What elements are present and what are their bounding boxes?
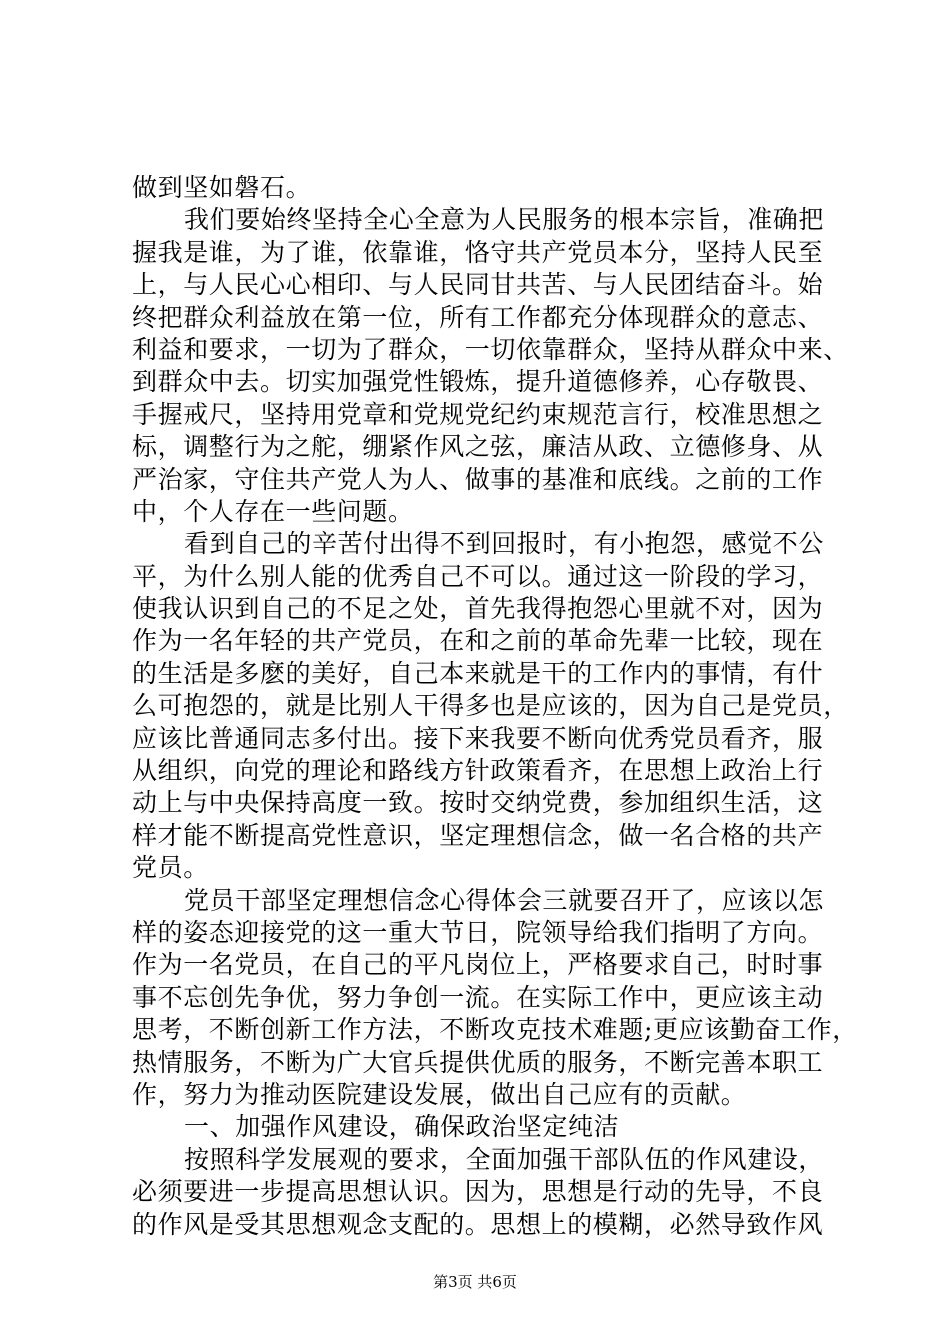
text-line: 终把群众利益放在第一位，所有工作都充分体现群众的意志、: [132, 302, 824, 332]
text-line: 一、加强作风建设，确保政治坚定纯洁: [184, 1112, 620, 1142]
text-line: 热情服务，不断为广大官兵提供优质的服务，不断完善本职工: [132, 1047, 824, 1077]
text-line: 作为一名党员，在自己的平凡岗位上，严格要求自己，时时事: [132, 950, 824, 980]
text-line: 动上与中央保持高度一致。按时交纳党费，参加组织生活，这: [132, 788, 824, 818]
text-line: 应该比普通同志多付出。接下来我要不断向优秀党员看齐，服: [132, 723, 824, 753]
text-line: 样的姿态迎接党的这一重大节日，院领导给我们指明了方向。: [132, 917, 824, 947]
text-line: 我们要始终坚持全心全意为人民服务的根本宗旨，准确把: [184, 205, 825, 235]
text-line: 看到自己的辛苦付出得不到回报时，有小抱怨，感觉不公: [184, 529, 825, 559]
text-line: 样才能不断提高党性意识，坚定理想信念，做一名合格的共产: [132, 820, 824, 850]
text-line: 党员干部坚定理想信念心得体会三就要召开了，应该以怎: [184, 885, 825, 915]
text-line: 的生活是多麽的美好，自己本来就是干的工作内的事情，有什: [132, 658, 824, 688]
text-line: 到群众中去。切实加强党性锻炼，提升道德修养，心存敬畏、: [132, 367, 824, 397]
text-line: 手握戒尺，坚持用党章和党规党纪约束规范言行，校准思想之: [132, 399, 824, 429]
text-line: 按照科学发展观的要求，全面加强干部队伍的作风建设，: [184, 1144, 825, 1174]
text-line: 么可抱怨的，就是比别人干得多也是应该的，因为自己是党员，: [132, 691, 849, 721]
text-line: 事不忘创先争优，努力争创一流。在实际工作中，更应该主动: [132, 982, 824, 1012]
text-line: 平，为什么别人能的优秀自己不可以。通过这一阶段的学习，: [132, 561, 824, 591]
text-line: 作，努力为推动医院建设发展，做出自己应有的贡献。: [132, 1079, 747, 1109]
text-line: 利益和要求，一切为了群众，一切依靠群众，坚持从群众中来、: [132, 334, 849, 364]
text-line: 从组织，向党的理论和路线方针政策看齐，在思想上政治上行: [132, 756, 824, 786]
text-line: 上，与人民心心相印、与人民同甘共苦、与人民团结奋斗。始: [132, 270, 824, 300]
text-line: 严治家，守住共产党人为人、做事的基准和底线。之前的工作: [132, 464, 824, 494]
text-line: 使我认识到自己的不足之处，首先我得抱怨心里就不对，因为: [132, 594, 824, 624]
page-number-footer: 第3页 共6页: [433, 1273, 517, 1291]
text-line: 作为一名年轻的共产党员，在和之前的革命先辈一比较，现在: [132, 626, 824, 656]
document-body: [132, 172, 858, 1241]
text-line: 的作风是受其思想观念支配的。思想上的模糊，必然导致作风: [132, 1209, 824, 1239]
text-line: 标，调整行为之舵，绷紧作风之弦，廉洁从政、立德修身、从: [132, 432, 824, 462]
text-line: 握我是谁，为了谁，依靠谁，恪守共产党员本分，坚持人民至: [132, 237, 824, 267]
text-line: 做到坚如磐石。: [132, 173, 312, 202]
text-line: 中，个人存在一些问题。: [132, 496, 414, 526]
text-line: 必须要进一步提高思想认识。因为，思想是行动的先导，不良: [132, 1177, 824, 1207]
text-line: 党员。: [132, 853, 209, 883]
text-line: 思考，不断创新工作方法，不断攻克技术难题;更应该勤奋工作，: [132, 1015, 858, 1045]
